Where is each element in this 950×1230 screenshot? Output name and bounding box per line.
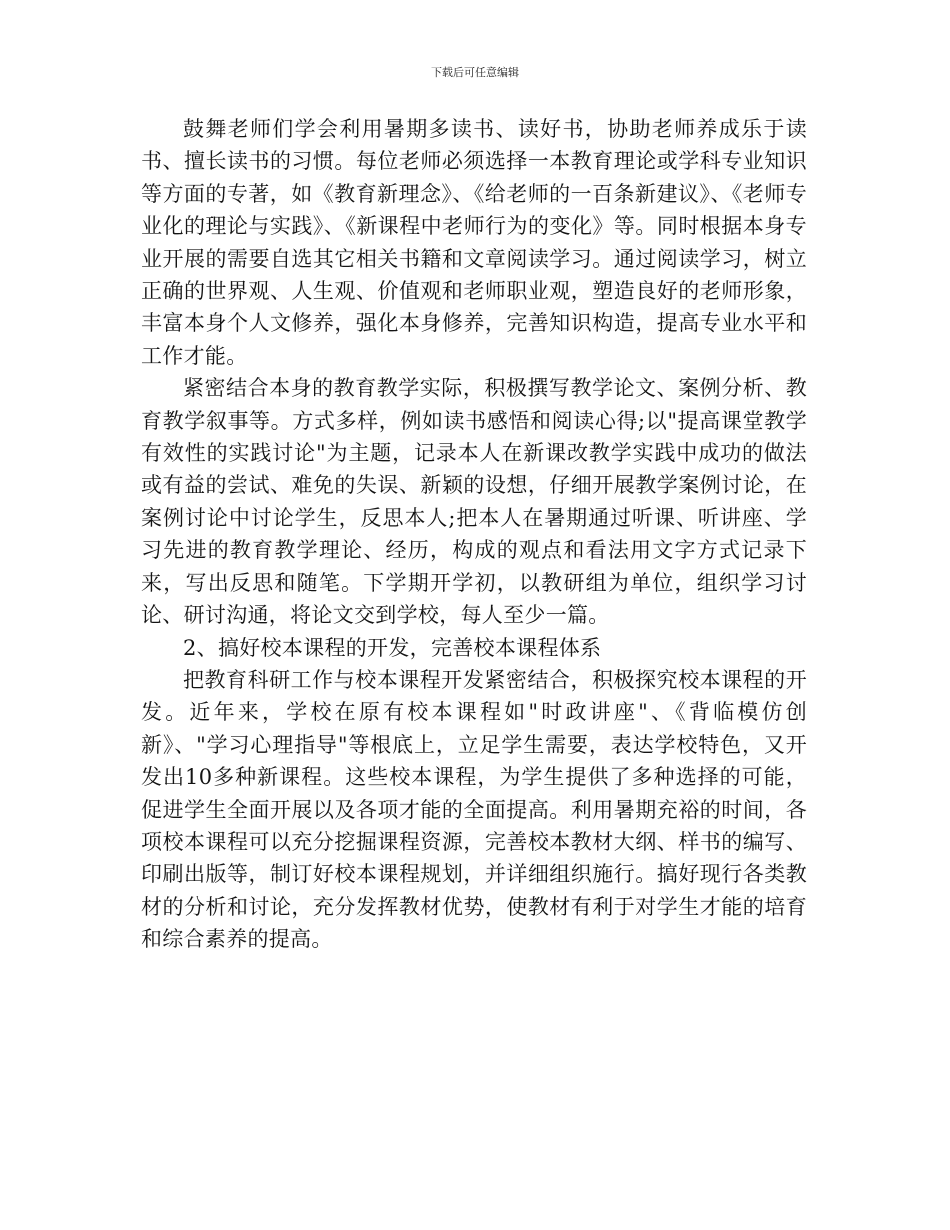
section-heading-school-curriculum: 2、搞好校本课程的开发，完善校本课程体系 bbox=[183, 635, 602, 660]
paragraph-teaching-writing: 紧密结合本身的教育教学实际，积极撰写教学论文、案例分析、教育教学叙事等。方式多样，例如读书感悟和阅读心得;以"提高课堂教学有效性的实践讨论"为主题，记录本人在新课改教学实践中成功的做法或有益的尝试、难免的失误、新颖的设想，仔细开展教学案例讨论，在案例讨论中讨论学生，反思本人;把本人在暑期通过听课、听讲座、学习先进的教育教学理论、经历，构成的观点和看法用文字方式记录下来，写出反思和随笔。下学期开学初，以教研组为单位，组织学习讨论、研讨沟通，将论文交到学校，每人至少一篇。 bbox=[141, 376, 807, 628]
paragraph-curriculum-development: 把教育科研工作与校本课程开发紧密结合，积极探究校本课程的开发。近年来，学校在原有校本课程如"时政讲座"、《背临模仿创新》、"学习心理指导"等根底上，立足学生需要，表达学校特色，又开发出10多种新课程。这些校本课程，为学生提供了多种选择的可能，促进学生全面开展以及各项才能的全面提高。利用暑期充裕的时间，各项校本课程可以充分挖掘课程资源，完善校本教材大纲、样书的编写、印刷出版等，制订好校本课程规划，并详细组织施行。搞好现行各类教材的分析和讨论，充分发挥教材优势，使教材有利于对学生才能的培育和综合素养的提高。 bbox=[141, 667, 807, 952]
document-body bbox=[141, 113, 807, 956]
page-header: 下载后可任意编辑 bbox=[431, 66, 519, 79]
paragraph-reading-study: 鼓舞老师们学会利用暑期多读书、读好书，协助老师养成乐于读书、擅长读书的习惯。每位老师必须选择一本教育理论或学科专业知识等方面的专著，如《教育新理念》、《给老师的一百条新建议》、《老师专业化的理论与实践》、《新课程中老师行为的变化》等。同时根据本身专业开展的需要自选其它相关书籍和文章阅读学习。通过阅读学习，树立正确的世界观、人生观、价值观和老师职业观，塑造良好的老师形象，丰富本身个人文修养，强化本身修养，完善知识构造，提高专业水平和工作才能。 bbox=[141, 117, 807, 368]
